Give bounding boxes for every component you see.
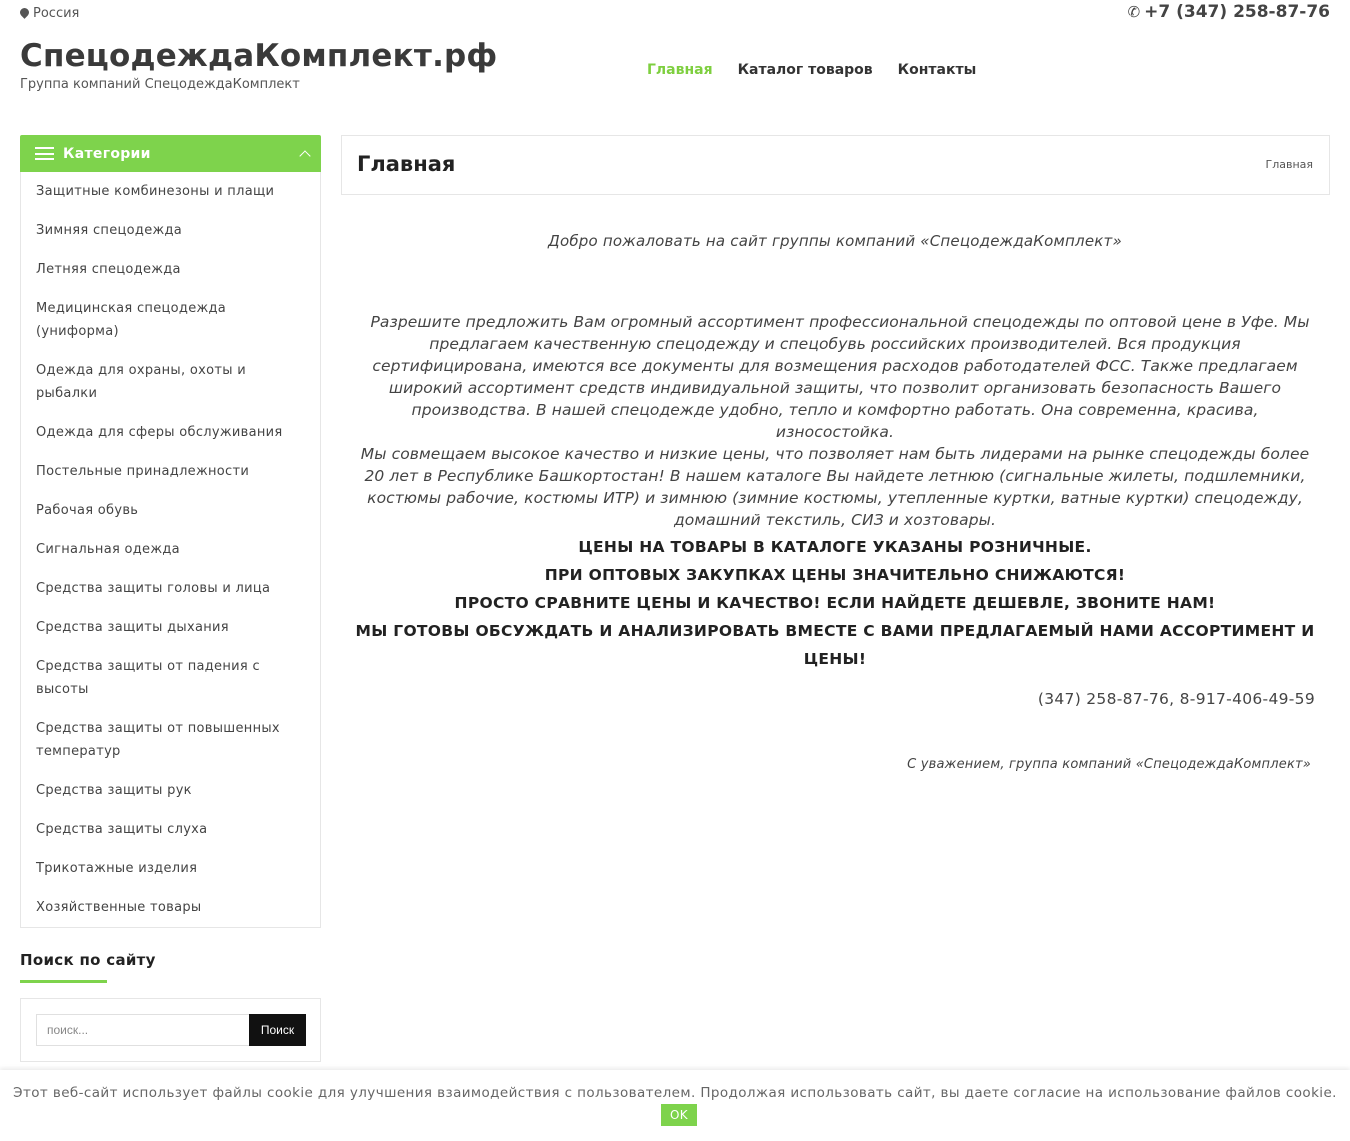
- category-item[interactable]: Одежда для охраны, охоты и рыбалки: [36, 363, 246, 401]
- site-tagline: Группа компаний СпецодеждаКомплект: [20, 77, 300, 92]
- category-item[interactable]: Рабочая обувь: [36, 503, 139, 518]
- categories-list: [20, 172, 321, 928]
- chevron-up-icon[interactable]: [299, 150, 310, 161]
- contact-phones: (347) 258-87-76, 8-917-406-49-59: [1037, 690, 1315, 708]
- cookie-message: Этот веб-сайт использует файлы cookie для улучшения взаимодействия с пользователем. Продолжая использовать сайт, вы даете согласие на использование файлов cookie.: [13, 1085, 1337, 1101]
- search-title-underline: [20, 980, 107, 983]
- search-input[interactable]: [36, 1014, 250, 1046]
- intro-text: [355, 311, 1315, 531]
- categories-title: Категории: [63, 145, 151, 162]
- category-item[interactable]: Защитные комбинезоны и плащи: [36, 184, 275, 199]
- intro-paragraph: Мы совмещаем высокое качество и низкие цены, что позволяет нам быть лидерами на рынке спецодежды более 20 лет в Республике Башкортостан! В нашем каталоге Вы найдете летнюю (сигнальные жилеты, подшлемники, костюмы рабочие, костюмы ИТР) и зимнюю (зимние костюмы, утепленные куртки, ватные куртки) спецодежду, домашний текстиль, СИЗ и хозтовары.: [360, 445, 1310, 529]
- category-item[interactable]: Летняя спецодежда: [36, 262, 181, 277]
- map-marker-icon: [18, 6, 31, 19]
- search-button[interactable]: Поиск: [249, 1014, 306, 1046]
- main-nav: [647, 62, 976, 78]
- intro-paragraph: Разрешите предложить Вам огромный ассортимент профессиональной спецодежды по оптовой цене в Уфе. Мы предлагаем качественную спецодежду и спецобувь российских производителей. Вся продукция сертифицирована, имеются все документы для возмещения расходов работодателей ФСС. Также предлагаем широкий ассортимент средств индивидуальной защиты, что позволит организовать безопасность Вашего производства. В нашей спецодежде удобно, тепло и комфортно работать. Она современна, красива, износостойка.: [360, 313, 1315, 441]
- nav-home[interactable]: Главная: [647, 62, 713, 78]
- phone-icon: ✆: [1127, 3, 1141, 21]
- notice-line: ПРИ ОПТОВЫХ ЗАКУПКАХ ЦЕНЫ ЗНАЧИТЕЛЬНО СНИЖАЮТСЯ!: [544, 566, 1126, 584]
- category-item[interactable]: Зимняя спецодежда: [36, 223, 183, 238]
- hamburger-icon: [35, 147, 54, 160]
- category-item[interactable]: Постельные принадлежности: [36, 464, 250, 479]
- nav-contacts[interactable]: Контакты: [897, 62, 977, 78]
- category-item[interactable]: Медицинская спецодежда (униформа): [36, 301, 227, 339]
- category-item[interactable]: Средства защиты дыхания: [36, 620, 229, 635]
- category-item[interactable]: Одежда для сферы обслуживания: [36, 425, 283, 440]
- categories-header[interactable]: [20, 135, 321, 172]
- header-phone-number: +7 (347) 258-87-76: [1144, 2, 1330, 22]
- region[interactable]: [20, 6, 79, 21]
- cookie-ok-button[interactable]: OK: [661, 1104, 697, 1126]
- welcome-text: Добро пожаловать на сайт группы компаний «СпецодеждаКомплект»: [548, 232, 1122, 250]
- price-notice: [355, 533, 1315, 673]
- search-widget-title: Поиск по сайту: [20, 951, 156, 969]
- category-item[interactable]: Средства защиты от падения с высоты: [36, 659, 260, 697]
- search-widget: [20, 998, 321, 1062]
- top-bar: [20, 0, 1330, 28]
- nav-catalog[interactable]: Каталог товаров: [737, 62, 873, 78]
- page-header: [341, 135, 1330, 195]
- category-item[interactable]: Средства защиты от повышенных температур: [36, 721, 280, 759]
- region-label: Россия: [33, 6, 80, 21]
- page-title: Главная: [357, 152, 456, 176]
- header-phone[interactable]: [1128, 2, 1330, 22]
- sidebar: [20, 135, 321, 928]
- regards-text: С уважением, группа компаний «СпецодеждаКомплект»: [907, 757, 1311, 772]
- category-item[interactable]: Средства защиты слуха: [36, 822, 208, 837]
- site-logo[interactable]: СпецодеждаКомплект.рф: [20, 38, 498, 74]
- category-item[interactable]: Трикотажные изделия: [36, 861, 198, 876]
- category-item[interactable]: Хозяйственные товары: [36, 900, 202, 915]
- cookie-banner: [0, 1070, 1350, 1141]
- cookie-text-wrap: [0, 1082, 1350, 1126]
- category-item[interactable]: Средства защиты рук: [36, 783, 192, 798]
- notice-line: ЦЕНЫ НА ТОВАРЫ В КАТАЛОГЕ УКАЗАНЫ РОЗНИЧНЫЕ.: [578, 538, 1092, 556]
- category-item[interactable]: Сигнальная одежда: [36, 542, 180, 557]
- category-item[interactable]: Средства защиты головы и лица: [36, 581, 271, 596]
- notice-line: МЫ ГОТОВЫ ОБСУЖДАТЬ И АНАЛИЗИРОВАТЬ ВМЕСТЕ С ВАМИ ПРЕДЛАГАЕМЫЙ НАМИ АССОРТИМЕНТ И ЦЕНЫ!: [355, 622, 1315, 668]
- breadcrumb[interactable]: Главная: [1265, 158, 1313, 171]
- notice-line: ПРОСТО СРАВНИТЕ ЦЕНЫ И КАЧЕСТВО! ЕСЛИ НАЙДЕТЕ ДЕШЕВЛЕ, ЗВОНИТЕ НАМ!: [454, 594, 1216, 612]
